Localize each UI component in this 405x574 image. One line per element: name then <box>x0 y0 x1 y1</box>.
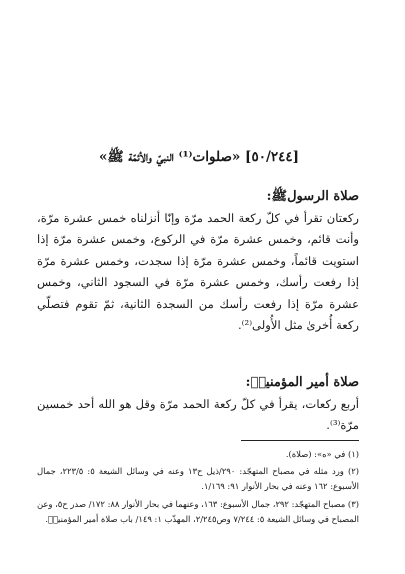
chapter-heading: [٥٠/٢٤٤] «صلوات⁽¹⁾ النبيّ والأئمّة ﷺ» <box>98 149 300 165</box>
section-title-amir-prayer: صلاة أمير المؤمنينؑ: <box>245 375 359 390</box>
footnote-3: (٣) مصباح المتهجّد: ٢٩٢، جمال الأسبوع: ١٦٣، وعنهما في بحار الأنوار ٨٨: ١٧٢/ صدر ح٥، وعن المصباح في وسائل الشيعة ٥: ٧/٢٤٤ وص٢/٢٤٥، المهذّب ١: ١٤٩/ باب صلاة أمير المؤمنينؑ. <box>37 498 359 524</box>
section-body-prophet-prayer: ركعتان تقرأ في كلّ ركعة الحمد مرّة وإنّا أنزلناه خمس عشرة مرّة، وأنت قائم، وخمس عشرة مرّة في الركوع، وخمس عشرة مرّة إذا استويت قائماً، وخمس عشرة مرّة إذا سجدت، وخمس عشرة مرّة إذا رفعت رأسك، وخمس عشرة مرّة في السجود الثاني، وخمس عشرة مرّة إذا رفعت رأسك من السجدة الثانية، ثمّ تقوم فتصلّي ركعة أُخرىٰ مثل الأُولى⁽²⁾. <box>37 211 359 333</box>
footnotes <box>37 447 359 529</box>
footnote-1: (١) في «ه»: (صلاة). <box>285 449 359 459</box>
section-title-prophet-prayer: صلاة الرسولﷺ: <box>266 189 359 204</box>
section-body-amir-prayer: أربع ركعات، يقرأ في كلّ ركعة الحمد مرّة وقل هو الله أحد خمسين مرّة⁽³⁾. <box>37 397 359 433</box>
footnote-divider <box>241 440 359 441</box>
footnote-2: (٢) ورد مثله في مصباح المتهجّد: ٢٩٠/ذيل ح١٣ وعنه في وسائل الشيعة ٥: ٢٢٣/٥، جمال الأسبوع: ١٦٢ وعنه في بحار الأنوار ٩١: ١/١٦٩. <box>37 466 359 492</box>
